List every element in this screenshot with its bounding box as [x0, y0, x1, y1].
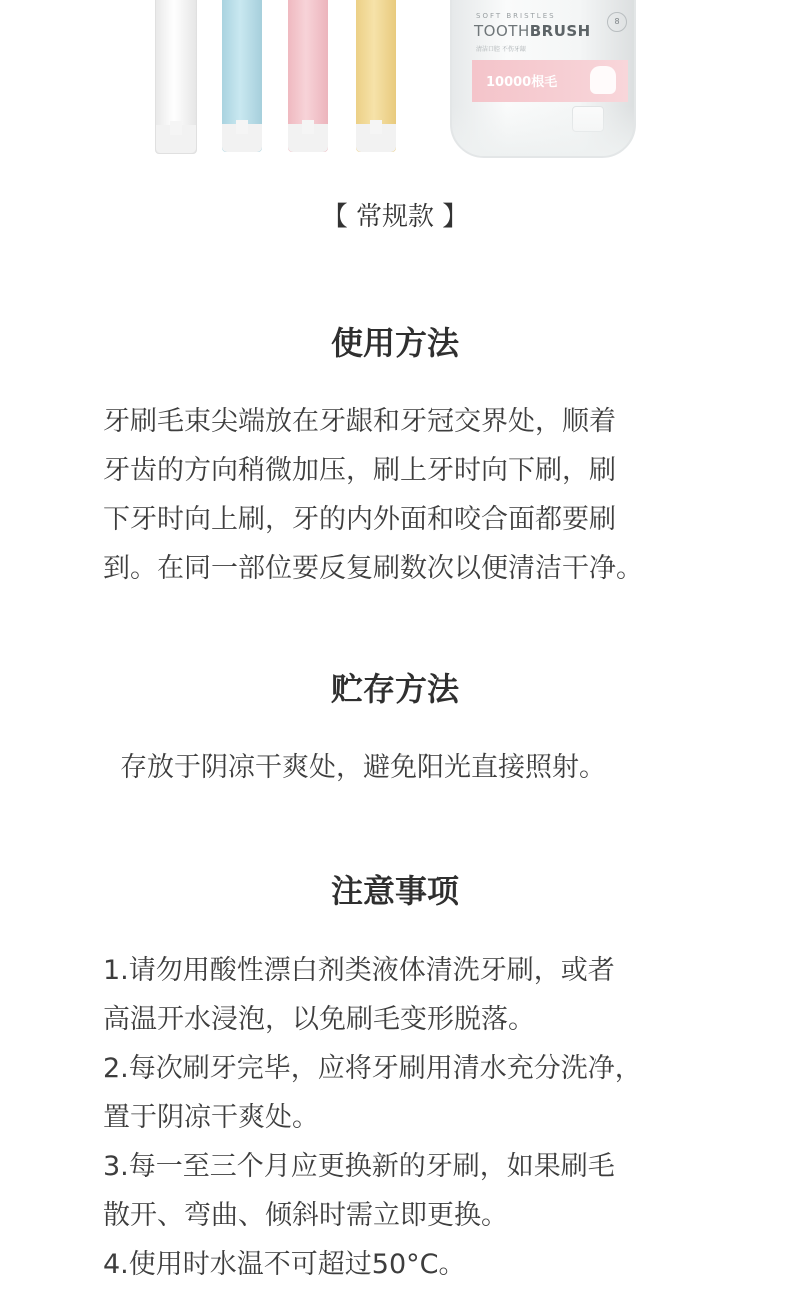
notes-heading: 注意事项 [330, 872, 459, 910]
jar-label [474, 22, 591, 40]
blue-toothbrush-handle [222, 0, 262, 152]
note-line: 置于阴凉干爽处。 [103, 1102, 319, 1133]
tooth-icon [590, 66, 616, 94]
variant-caption: 【 常规款 】 [321, 202, 469, 232]
note-line: 3.每一至三个月应更换新的牙刷，如果刷毛 [103, 1151, 615, 1182]
storage-heading: 贮存方法 [330, 670, 459, 708]
notes-list [103, 946, 703, 1289]
usage-text [103, 397, 703, 593]
storage-text: 存放于阴凉干爽处，避免阳光直接照射。 [120, 752, 606, 783]
jar-label-bold: BRUSH [529, 22, 591, 40]
toothbrush-jar [450, 0, 636, 158]
jar-pink-band [472, 60, 628, 102]
jar-bottom [452, 106, 634, 156]
usage-line: 牙齿的方向稍微加压，刷上牙时向下刷，刷 [103, 455, 616, 486]
jar-label-light: TOOTH [474, 22, 530, 40]
usage-heading: 使用方法 [330, 324, 459, 362]
note-line: 4.使用时水温不可超过50°C。 [103, 1249, 466, 1280]
jar-subtitle: 清洁口腔 不伤牙龈 [476, 46, 526, 53]
usage-line: 到。在同一部位要反复刷数次以便清洁干净。 [103, 553, 643, 584]
note-line: 2.每次刷牙完毕，应将牙刷用清水充分洗净， [103, 1053, 642, 1084]
usage-line: 牙刷毛束尖端放在牙龈和牙冠交界处，顺着 [103, 406, 616, 437]
yellow-toothbrush-handle [356, 0, 396, 152]
jar-count-badge: 8 [607, 12, 627, 32]
note-line: 散开、弯曲、倾斜时需立即更换。 [103, 1200, 508, 1231]
note-line: 高温开水浸泡，以免刷毛变形脱落。 [103, 1004, 535, 1035]
usage-line: 下牙时向上刷，牙的内外面和咬合面都要刷 [103, 504, 616, 535]
white-toothbrush-handle [155, 0, 197, 154]
jar-band-text: 10000根毛 [486, 75, 558, 90]
jar-label-small: SOFT BRISTLES [476, 12, 556, 20]
note-line: 1.请勿用酸性漂白剂类液体清洗牙刷，或者 [103, 955, 615, 986]
pink-toothbrush-handle [288, 0, 328, 152]
product-photo [0, 0, 790, 165]
